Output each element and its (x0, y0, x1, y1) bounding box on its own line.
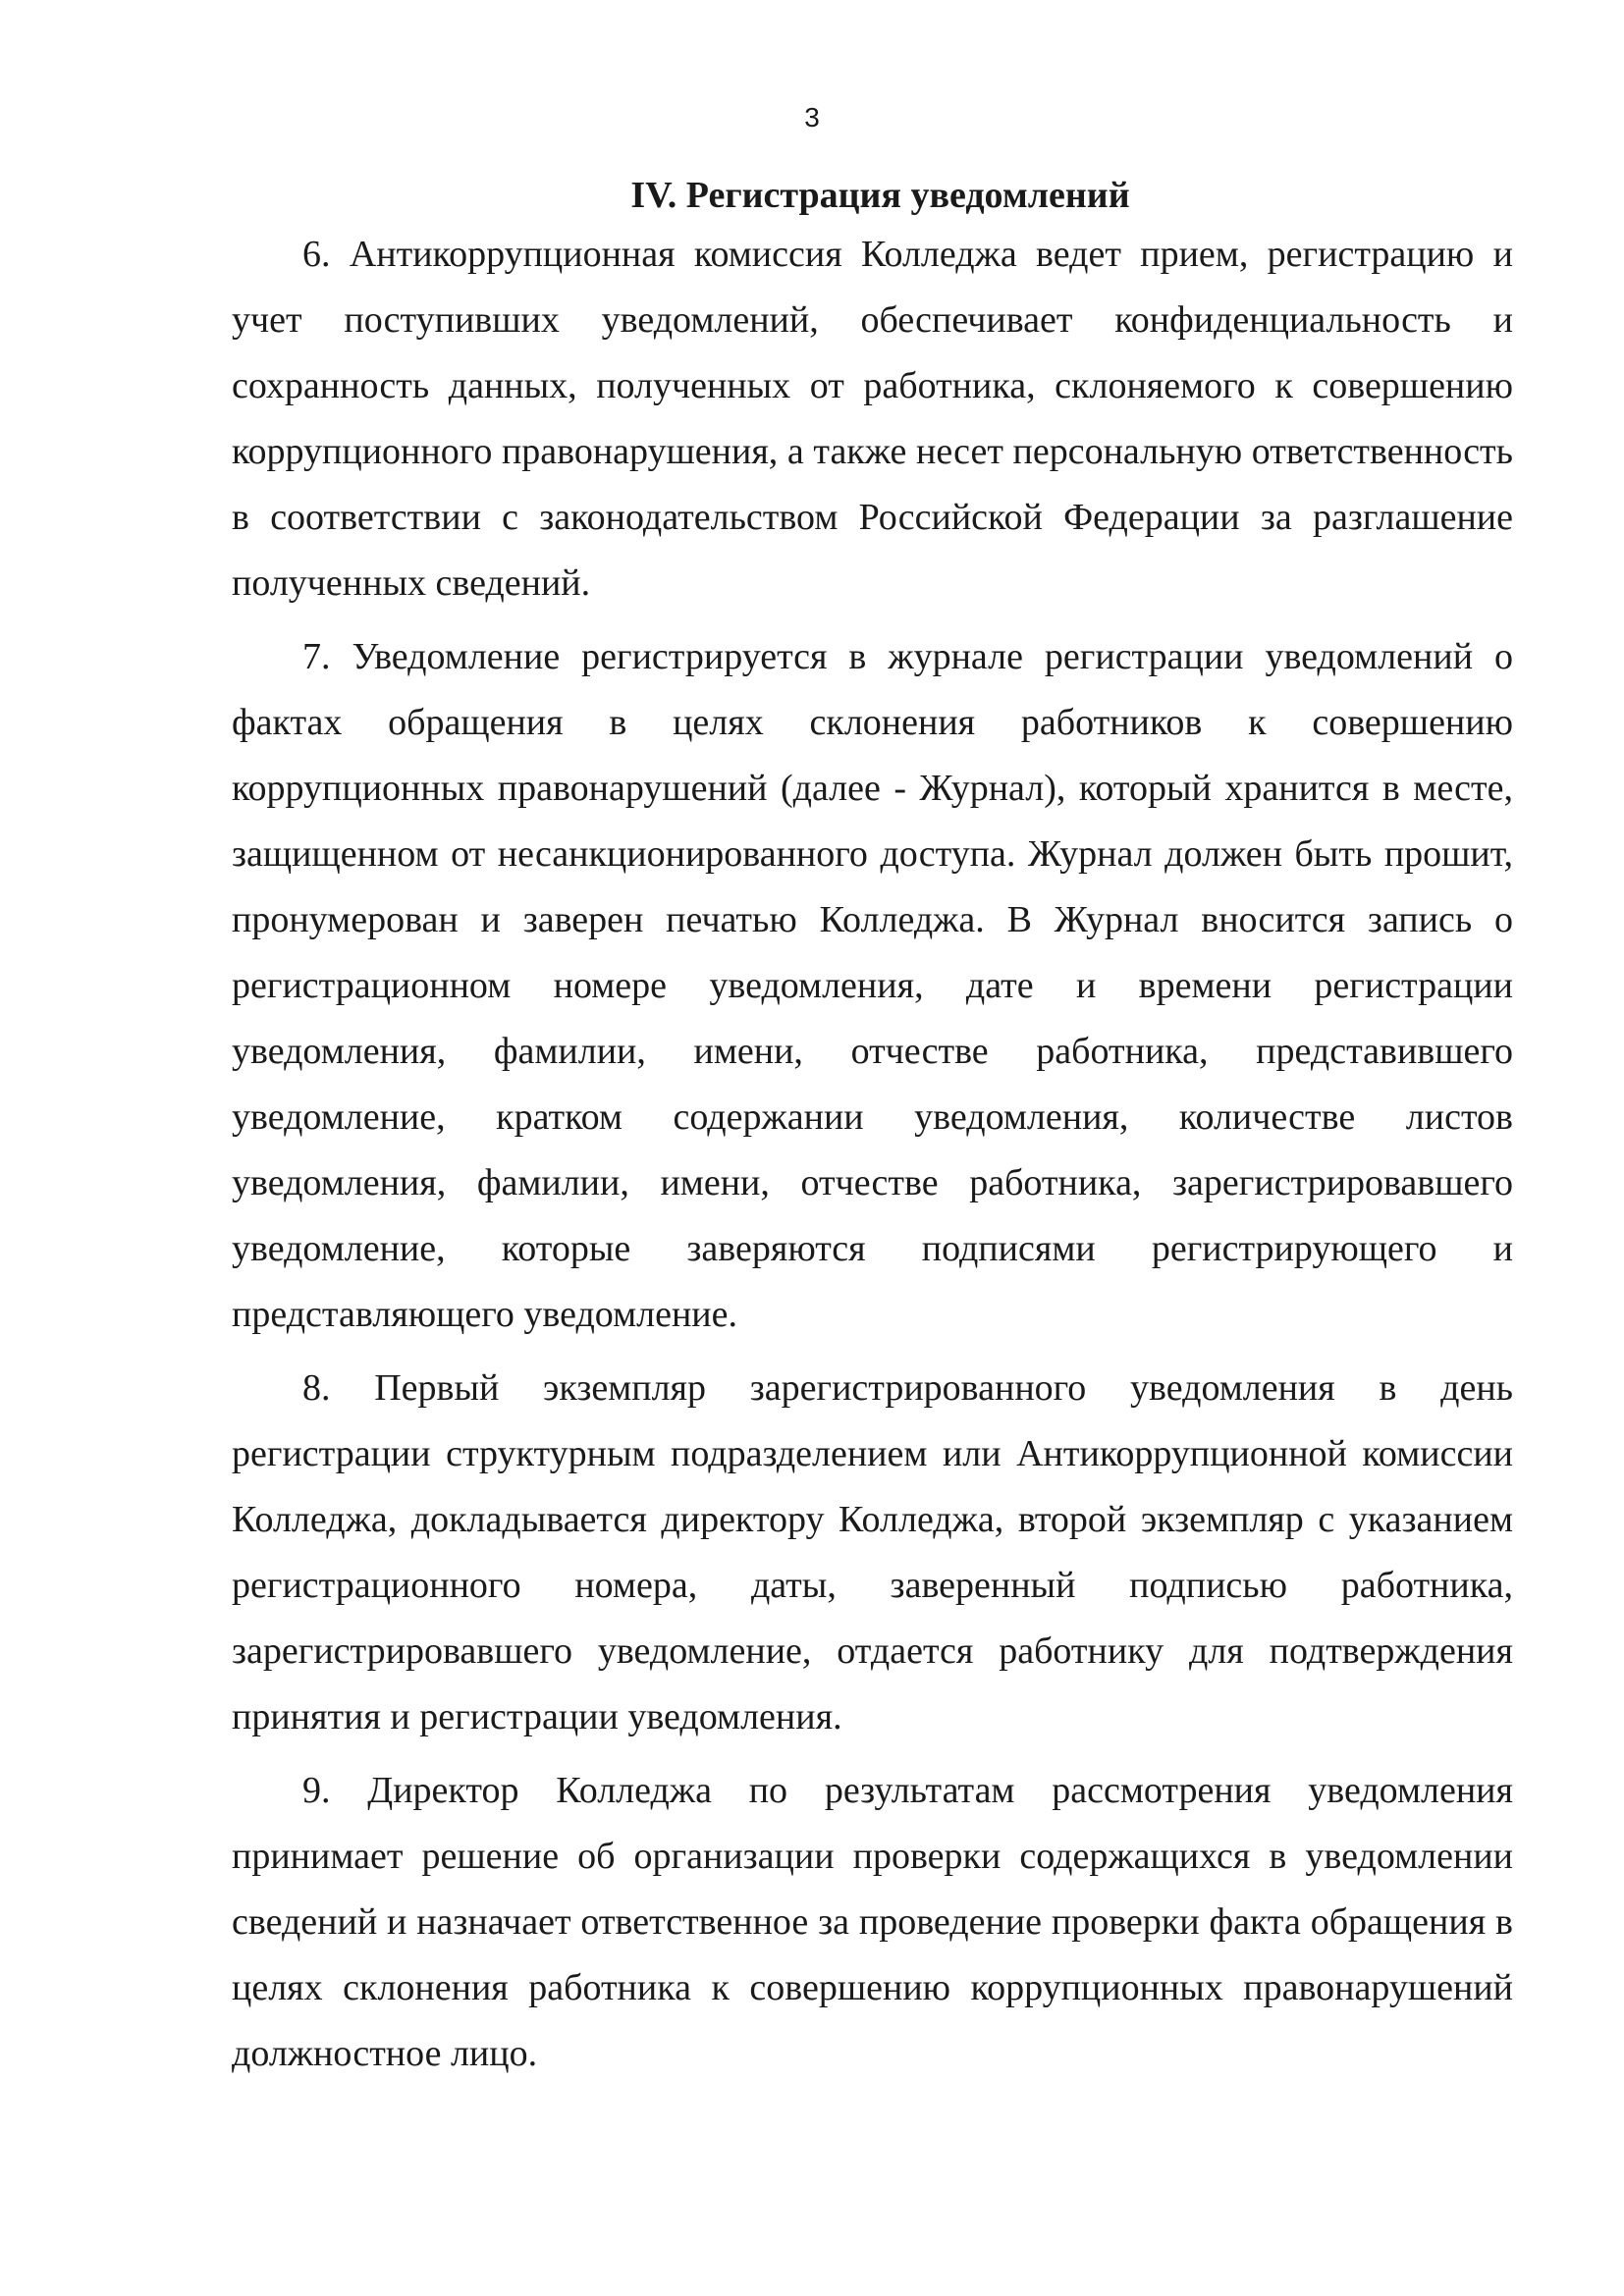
page-number: 3 (804, 102, 820, 133)
paragraph-9: 9. Директор Колледжа по результатам рассмотрения уведомления принимает решение об организации проверки содержащихся в уведомлении сведений и назначает ответственное за проведение проверки факта обращения в целях склонения работника к совершению коррупционных правонарушений должностное лицо. (232, 1770, 1513, 2074)
section-title: IV. Регистрация уведомлений (630, 175, 1130, 216)
paragraph-8: 8. Первый экземпляр зарегистрированного уведомления в день регистрации структурным подразделением или Антикоррупционной комиссии Колледжа, докладывается директору Колледжа, второй экземпляр с указанием регистрационного номера, даты, заверенный подписью работника, зарегистрировавшего уведомление, отдается работнику для подтверждения принятия и регистрации уведомления. (232, 1367, 1513, 1737)
document-body (232, 169, 1513, 2095)
paragraph-6: 6. Антикоррупционная комиссия Колледжа ведет прием, регистрацию и учет поступивших уведомлений, обеспечивает конфиденциальность и сохранность данных, полученных от работника, склоняемого к совершению коррупционного правонарушения, а также несет персональную ответственность в соответствии с законодательством Российской Федерации за разглашение полученных сведений. (232, 234, 1513, 604)
paragraph-7: 7. Уведомление регистрируется в журнале регистрации уведомлений о фактах обращения в целях склонения работников к совершению коррупционных правонарушений (далее - Журнал), который хранится в месте, защищенном от несанкционированного доступа. Журнал должен быть прошит, пронумерован и заверен печатью Колледжа. В Журнал вносится запись о регистрационном номере уведомления, дате и времени регистрации уведомления, фамилии, имени, отчестве работника, представившего уведомление, кратком содержании уведомления, количестве листов уведомления, фамилии, имени, отчестве работника, зарегистрировавшего уведомление, которые заверяются подписями регистрирующего и представляющего уведомление. (232, 636, 1513, 1335)
